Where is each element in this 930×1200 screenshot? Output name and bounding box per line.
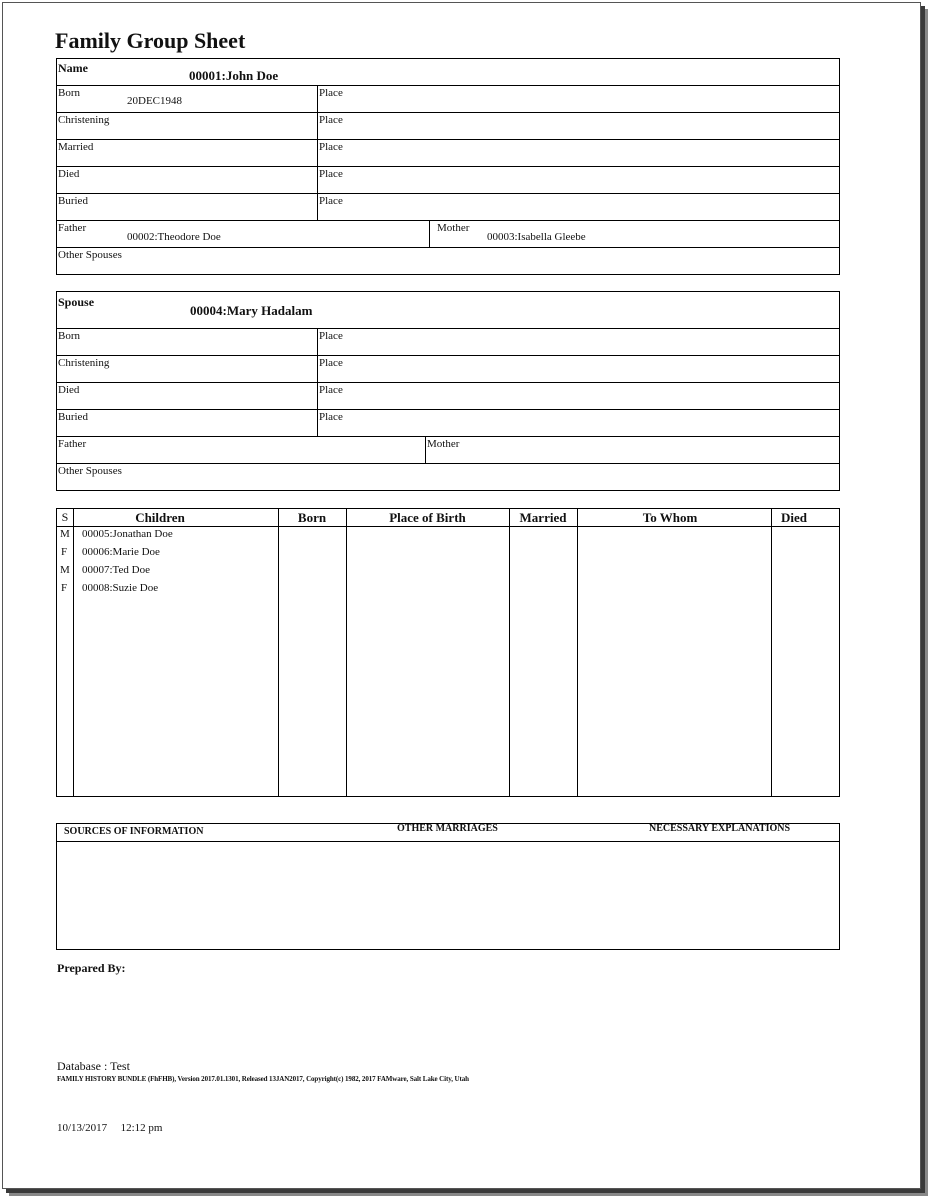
mother-label: Mother xyxy=(437,222,470,234)
version-line: FAMILY HISTORY BUNDLE (FhFHB), Version 2017.01.1301, Released 13JAN2017, Copyright(c) 1982, 2017 FAMware, Salt Lake City, Utah xyxy=(57,1075,469,1083)
spouse-died-place-label: Place xyxy=(319,384,343,396)
report-date: 10/13/2017 xyxy=(57,1122,108,1134)
name-label: Name xyxy=(58,61,88,75)
child-name: 00005:Jonathan Doe xyxy=(82,528,173,540)
spouse-label: Spouse xyxy=(58,295,95,309)
father-label: Father xyxy=(58,222,87,234)
spouse-section xyxy=(56,291,840,491)
necessary-explanations-label: NECESSARY EXPLANATIONS xyxy=(649,823,791,834)
other-marriages-label: OTHER MARRIAGES xyxy=(397,823,498,834)
spouse-name: 00004:Mary Hadalam xyxy=(190,303,313,318)
died-place-label: Place xyxy=(319,168,343,180)
married-place-label: Place xyxy=(319,141,343,153)
child-sex: F xyxy=(61,582,68,594)
child-sex: M xyxy=(60,564,70,576)
other-spouses-label: Other Spouses xyxy=(58,249,122,261)
husband-section xyxy=(56,58,840,275)
col-header-died: Died xyxy=(781,510,807,525)
child-sex: M xyxy=(60,528,70,540)
christening-label: Christening xyxy=(58,114,110,126)
spouse-buried-place-label: Place xyxy=(319,411,343,423)
sources-label: SOURCES OF INFORMATION xyxy=(64,826,204,837)
col-header-sex: S xyxy=(61,510,69,524)
report-time: 12:12 pm xyxy=(120,1122,163,1134)
father-value: 00002:Theodore Doe xyxy=(127,231,221,243)
col-header-place-of-birth: Place of Birth xyxy=(389,510,466,525)
spouse-mother-label: Mother xyxy=(427,438,460,450)
sources-section xyxy=(56,823,840,950)
page-title: Family Group Sheet xyxy=(55,28,246,53)
prepared-by-label: Prepared By: xyxy=(57,961,126,975)
spouse-other-spouses-label: Other Spouses xyxy=(58,465,122,477)
database-value: Test xyxy=(110,1059,130,1073)
husband-name: 00001:John Doe xyxy=(189,68,279,83)
child-sex: F xyxy=(61,546,68,558)
spouse-born-place-label: Place xyxy=(319,330,343,342)
born-place-label: Place xyxy=(319,87,343,99)
spouse-buried-label: Buried xyxy=(58,411,88,423)
died-label: Died xyxy=(58,168,80,180)
christening-place-label: Place xyxy=(319,114,343,126)
buried-label: Buried xyxy=(58,195,88,207)
database-label: Database : xyxy=(57,1059,108,1073)
report-datetime xyxy=(57,1122,163,1134)
col-header-children: Children xyxy=(135,510,185,525)
col-header-married: Married xyxy=(519,510,567,525)
spouse-father-label: Father xyxy=(58,438,87,450)
mother-value: 00003:Isabella Gleebe xyxy=(487,231,586,243)
col-header-to-whom: To Whom xyxy=(642,510,698,525)
spouse-christening-place-label: Place xyxy=(319,357,343,369)
born-value: 20DEC1948 xyxy=(127,95,182,107)
born-label: Born xyxy=(58,87,80,99)
child-name: 00006:Marie Doe xyxy=(82,546,160,558)
child-name: 00007:Ted Doe xyxy=(82,564,150,576)
spouse-born-label: Born xyxy=(58,330,80,342)
spouse-died-label: Died xyxy=(58,384,80,396)
children-table xyxy=(56,508,840,797)
buried-place-label: Place xyxy=(319,195,343,207)
spouse-christening-label: Christening xyxy=(58,357,110,369)
child-name: 00008:Suzie Doe xyxy=(82,582,159,594)
married-label: Married xyxy=(58,141,94,153)
col-header-born: Born xyxy=(297,510,327,525)
database-line xyxy=(57,1059,130,1074)
